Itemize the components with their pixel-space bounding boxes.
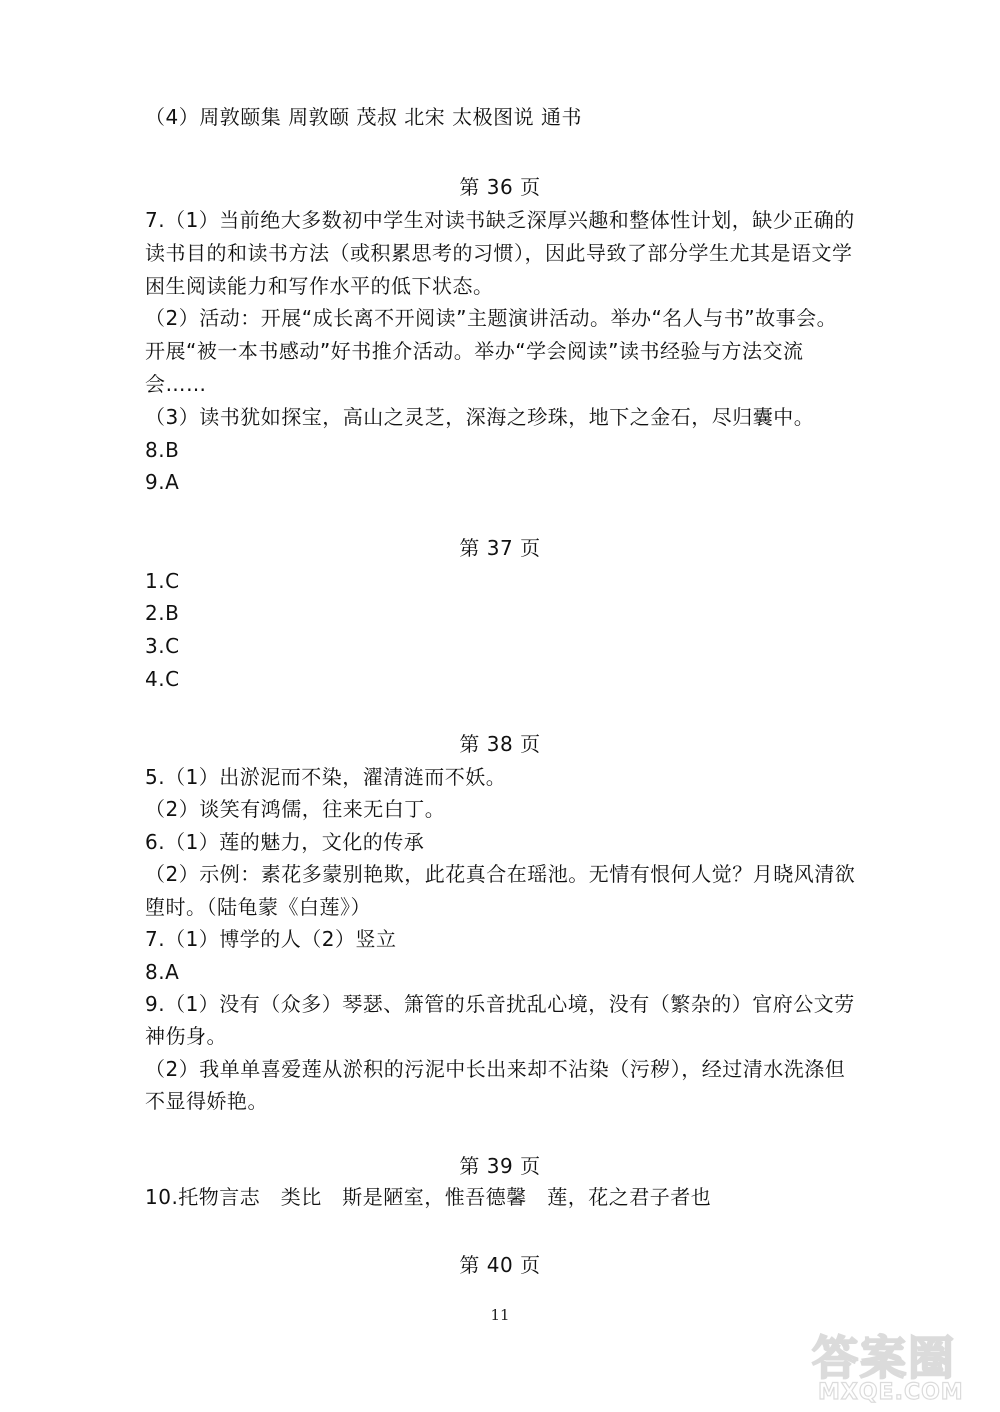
answer-line: 7.（1）博学的人（2）竖立 xyxy=(145,927,397,951)
answer-line: 3.C xyxy=(145,634,180,658)
answer-line: 9.A xyxy=(145,470,180,494)
answer-line: 9.（1）没有（众多）琴瑟、箫管的乐音扰乱心境，没有（繁杂的）官府公文劳 xyxy=(145,992,855,1016)
answer-line: 困生阅读能力和写作水平的低下状态。 xyxy=(145,274,494,298)
answer-line: （2）示例：素花多蒙别艳欺，此花真合在瑶池。无情有恨何人觉？月晓风清欲 xyxy=(145,862,856,886)
answer-line: 5.（1）出淤泥而不染，濯清涟而不妖。 xyxy=(145,765,507,789)
answer-line: 4.C xyxy=(145,667,180,691)
answer-line: （2）谈笑有鸿儒，往来无白丁。 xyxy=(145,797,446,821)
answer-line: 10.托物言志 类比 斯是陋室，惟吾德馨 莲，花之君子者也 xyxy=(145,1185,712,1209)
answer-line: （3）读书犹如探宝，高山之灵芝，深海之珍珠，地下之金石，尽归囊中。 xyxy=(145,405,815,429)
answer-line: 会…… xyxy=(145,372,207,396)
answer-line: （2）活动：开展“成长离不开阅读”主题演讲活动。举办“名人与书”故事会。 xyxy=(145,306,838,330)
watermark-top-text: 答案圈 xyxy=(812,1331,956,1385)
answer-line: 堕时。（陆龟蒙《白莲》） xyxy=(145,895,371,919)
answer-line: 7.（1）当前绝大多数初中学生对读书缺乏深厚兴趣和整体性计划，缺少正确的 xyxy=(145,208,855,232)
answer-line: （4）周敦颐集 周敦颐 茂叔 北宋 太极图说 通书 xyxy=(145,105,583,129)
section-heading-page-37: 第 37 页 xyxy=(459,536,541,560)
answer-line: 读书目的和读书方法（或积累思考的习惯），因此导致了部分学生尤其是语文学 xyxy=(145,241,853,265)
answer-line: 8.A xyxy=(145,960,180,984)
answer-line: 2.B xyxy=(145,601,180,625)
answer-line: 开展“被一本书感动”好书推介活动。举办“学会阅读”读书经验与方法交流 xyxy=(145,339,804,363)
section-heading-page-38: 第 38 页 xyxy=(459,732,541,756)
section-heading-page-36: 第 36 页 xyxy=(459,175,541,199)
answer-line: 6.（1）莲的魅力，文化的传承 xyxy=(145,830,425,854)
watermark-bottom-text: MXQE.COM xyxy=(818,1380,964,1405)
answer-line: 8.B xyxy=(145,438,180,462)
answer-line: 1.C xyxy=(145,569,180,593)
section-heading-page-39: 第 39 页 xyxy=(459,1154,541,1178)
answer-line: 神伤身。 xyxy=(145,1024,227,1048)
answer-line: 不显得娇艳。 xyxy=(145,1089,268,1113)
answer-line: （2）我单单喜爱莲从淤积的污泥中长出来却不沾染（污秽），经过清水洗涤但 xyxy=(145,1057,846,1081)
site-watermark-logo xyxy=(808,1322,998,1410)
section-heading-page-40: 第 40 页 xyxy=(459,1253,541,1277)
page-number: 11 xyxy=(490,1306,510,1324)
